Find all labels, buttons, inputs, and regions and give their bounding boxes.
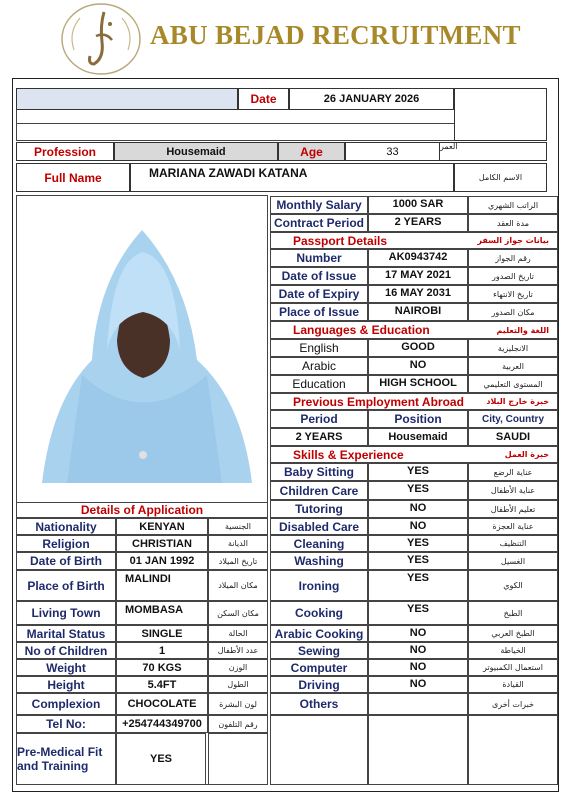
top-blank-row-2: [16, 124, 454, 141]
passport-0-label: Number: [270, 249, 368, 267]
skills-header-text: Skills & Experience: [293, 447, 404, 462]
salary-label: Monthly Salary: [270, 196, 368, 214]
left-label-1: Religion: [16, 535, 116, 552]
left-value-6: 1: [116, 642, 208, 659]
skill-0-ar: عناية الرضع: [468, 463, 558, 481]
left-value-8: 5.4FT: [116, 676, 208, 693]
passport-3-label: Place of Issue: [270, 303, 368, 321]
prev-col-1: Position: [368, 410, 468, 428]
left-ar-2: تاريخ الميلاد: [208, 552, 268, 570]
left-label-7: Weight: [16, 659, 116, 676]
blank-bottom-2: [368, 715, 468, 785]
left-label-3: Place of Birth: [16, 570, 116, 601]
profession-value: Housemaid: [114, 142, 278, 161]
skill-7-label: Cooking: [270, 601, 368, 625]
skill-10-label: Computer: [270, 659, 368, 676]
skill-4-ar: التنظيف: [468, 535, 558, 552]
date-label: Date: [238, 88, 289, 110]
skill-7-value: YES: [368, 601, 468, 625]
prev-val-0: 2 YEARS: [270, 428, 368, 446]
left-ar-8: الطول: [208, 676, 268, 693]
left-label-8: Height: [16, 676, 116, 693]
left-label-6: No of Children: [16, 642, 116, 659]
details-header: Details of Application: [16, 502, 268, 518]
blank-bottom-3: [468, 715, 558, 785]
left-value-10: +254744349700: [116, 715, 208, 733]
age-label: Age: [278, 142, 345, 161]
lang-0-value: GOOD: [368, 339, 468, 357]
left-ar-9: لون البشرة: [208, 693, 268, 715]
lang-header-text: Languages & Education: [293, 323, 430, 337]
left-label-9: Complexion: [16, 693, 116, 715]
lang-header-ar: اللغة والتعليم: [496, 325, 549, 335]
passport-header: [270, 232, 558, 249]
skill-8-ar: الطبخ العربي: [468, 625, 558, 642]
skill-5-label: Washing: [270, 552, 368, 570]
age-value: 33: [345, 142, 440, 161]
left-ar-7: الوزن: [208, 659, 268, 676]
lang-2-value: HIGH SCHOOL: [368, 375, 468, 393]
left-label-5: Marital Status: [16, 625, 116, 642]
skill-11-ar: القيادة: [468, 676, 558, 693]
passport-header-text: Passport Details: [293, 233, 388, 248]
skill-3-value: NO: [368, 518, 468, 535]
left-label-2: Date of Birth: [16, 552, 116, 570]
skill-8-value: NO: [368, 625, 468, 642]
passport-0-value: AK0943742: [368, 249, 468, 267]
lang-header: [270, 321, 558, 339]
skill-12-label: Others: [270, 693, 368, 715]
left-value-2: 01 JAN 1992: [116, 552, 208, 570]
passport-header-ar: بيانات جواز السفر: [477, 236, 549, 245]
blank-bottom-1: [270, 715, 368, 785]
passport-1-ar: تاريخ الصدور: [468, 267, 558, 285]
skill-4-value: YES: [368, 535, 468, 552]
left-value-0: KENYAN: [116, 518, 208, 535]
skill-11-value: NO: [368, 676, 468, 693]
left-label-4: Living Town: [16, 601, 116, 625]
contract-label: Contract Period: [270, 214, 368, 232]
left-value-9: CHOCOLATE: [116, 693, 208, 715]
skill-1-label: Children Care: [270, 481, 368, 500]
skill-2-ar: تعليم الأطفال: [468, 500, 558, 518]
left-value-4: MOMBASA: [116, 601, 208, 625]
date-value: 26 JANUARY 2026: [289, 88, 454, 110]
left-ar-6: عدد الأطفال: [208, 642, 268, 659]
left-ar-3: مكان الميلاد: [208, 570, 268, 601]
logo: [60, 2, 142, 76]
skill-1-value: YES: [368, 481, 468, 500]
passport-2-ar: تاريخ الانتهاء: [468, 285, 558, 303]
skills-header-ar: خبرة العمل: [504, 450, 549, 459]
skill-4-label: Cleaning: [270, 535, 368, 552]
skill-0-label: Baby Sitting: [270, 463, 368, 481]
skill-0-value: YES: [368, 463, 468, 481]
photo-id-box: [454, 88, 547, 141]
skill-11-label: Driving: [270, 676, 368, 693]
passport-3-value: NAIROBI: [368, 303, 468, 321]
passport-2-label: Date of Expiry: [270, 285, 368, 303]
left-label-10: Tel No:: [16, 715, 116, 733]
passport-0-ar: رقم الجواز: [468, 249, 558, 267]
lang-1-value: NO: [368, 357, 468, 375]
skill-12-ar: خبرات أخرى: [468, 693, 558, 715]
skills-header: [270, 446, 558, 463]
left-value-7: 70 KGS: [116, 659, 208, 676]
skill-2-label: Tutoring: [270, 500, 368, 518]
lang-1-ar: العربية: [468, 357, 558, 375]
skill-1-ar: عناية الأطفال: [468, 481, 558, 500]
skill-9-label: Sewing: [270, 642, 368, 659]
left-ar-1: الديانة: [208, 535, 268, 552]
skill-9-ar: الخياطة: [468, 642, 558, 659]
prev-val-1: Housemaid: [368, 428, 468, 446]
prev-col-2: City, Country: [468, 410, 558, 428]
skill-6-label: Ironing: [270, 570, 368, 601]
contract-value: 2 YEARS: [368, 214, 468, 232]
passport-1-label: Date of Issue: [270, 267, 368, 285]
fullname-label: Full Name: [16, 163, 130, 192]
skill-6-value: YES: [368, 570, 468, 601]
left-label-11: Pre-Medical Fit and Training: [16, 733, 116, 785]
passport-1-value: 17 MAY 2021: [368, 267, 468, 285]
lang-2-ar: المستوى التعليمي: [468, 375, 558, 393]
left-value-1: CHRISTIAN: [116, 535, 208, 552]
left-value-3: MALINDI: [116, 570, 208, 601]
skill-2-value: NO: [368, 500, 468, 518]
prev-val-2: SAUDI: [468, 428, 558, 446]
skill-6-ar: الكوي: [468, 570, 558, 601]
fullname-value: MARIANA ZAWADI KATANA: [130, 163, 454, 192]
skill-9-value: NO: [368, 642, 468, 659]
left-value-11: YES: [116, 733, 206, 785]
skill-7-ar: الطبخ: [468, 601, 558, 625]
prev-col-0: Period: [270, 410, 368, 428]
fullname-ar: الاسم الكامل: [454, 163, 547, 192]
age-spacer: [440, 142, 547, 161]
passport-2-value: 16 MAY 2031: [368, 285, 468, 303]
date-spacer: [16, 88, 238, 110]
left-ar-4: مكان السكن: [208, 601, 268, 625]
skill-10-ar: استعمال الكمبيوتر: [468, 659, 558, 676]
skill-3-ar: عناية العجزة: [468, 518, 558, 535]
prev-header-text: Previous Employment Abroad: [293, 394, 464, 409]
skill-10-value: NO: [368, 659, 468, 676]
salary-ar: الراتب الشهري: [468, 196, 558, 214]
left-value-5: SINGLE: [116, 625, 208, 642]
left-label-0: Nationality: [16, 518, 116, 535]
contract-ar: مدة العقد: [468, 214, 558, 232]
left-ar-5: الحالة: [208, 625, 268, 642]
company-title: ABU BEJAD RECRUITMENT: [150, 20, 521, 50]
salary-value: 1000 SAR: [368, 196, 468, 214]
top-blank-row-1: [16, 110, 454, 124]
lang-0-ar: الانجليزية: [468, 339, 558, 357]
skill-3-label: Disabled Care: [270, 518, 368, 535]
left-ar-10: رقم التلفون: [208, 715, 268, 733]
prev-header-ar: خبرة خارج البلاد: [486, 397, 549, 406]
prev-header: [270, 393, 558, 410]
age-ar: العمر: [440, 142, 458, 151]
skill-12-value: [368, 693, 468, 715]
passport-3-ar: مكان الصدور: [468, 303, 558, 321]
skill-5-value: YES: [368, 552, 468, 570]
profession-label: Profession: [16, 142, 114, 161]
lang-2-label: Education: [270, 375, 368, 393]
left-ar-11: [208, 733, 268, 785]
lang-0-label: English: [270, 339, 368, 357]
skill-5-ar: الغسيل: [468, 552, 558, 570]
lang-1-label: Arabic: [270, 357, 368, 375]
skill-8-label: Arabic Cooking: [270, 625, 368, 642]
left-ar-0: الجنسية: [208, 518, 268, 535]
